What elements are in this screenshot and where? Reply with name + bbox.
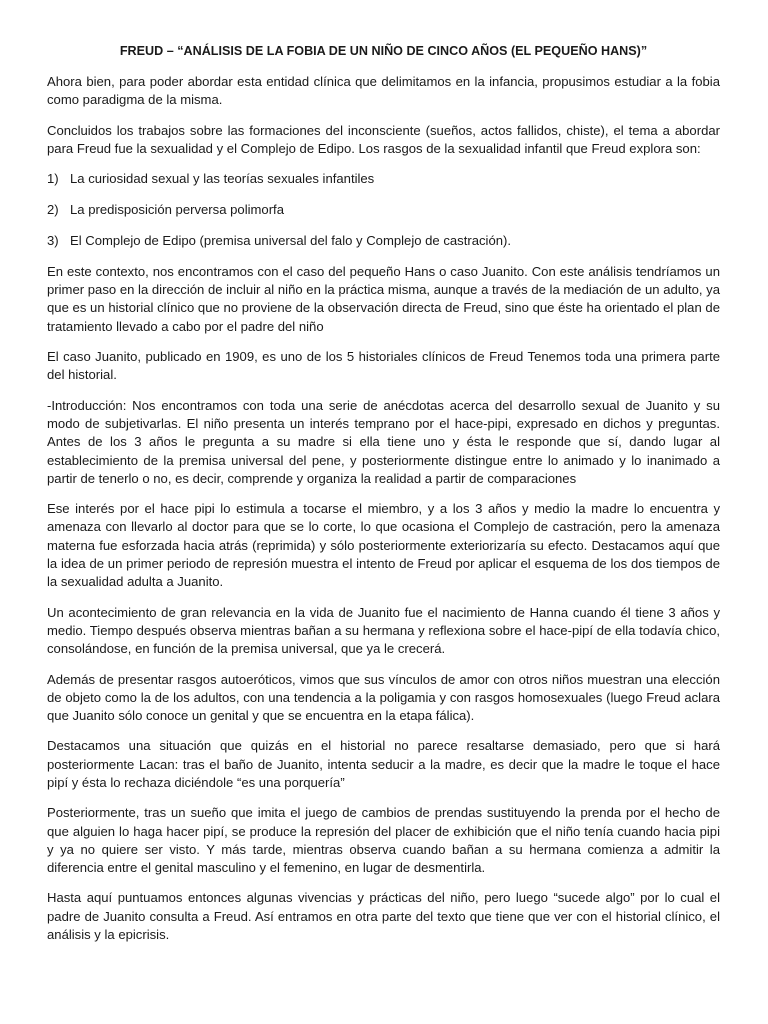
list-number: 1) [47, 171, 59, 187]
document-title: FREUD – “ANÁLISIS DE LA FOBIA DE UN NIÑO DE CINCO AÑOS (EL PEQUEÑO HANS)” [119, 44, 648, 58]
list-text: La curiosidad sexual y las teorías sexuales infantiles [70, 171, 375, 187]
paragraph: Posteriormente, tras un sueño que imita el juego de cambios de prendas sustituyendo la prenda por el hecho de que alguien lo haga hacer pipí, se produce la represión del placer de exhibición que el niño tenía cuando hacia pipi y ya no quiere ser visto. Y más tarde, mientras observa cuando bañan a su hermana comienza a admitir la diferencia entre el genital masculino y el femenino, en lugar de desmentirla. [47, 805, 720, 876]
list-item [47, 232, 720, 250]
list-number: 2) [47, 202, 59, 218]
list-item [47, 201, 720, 219]
paragraph: Destacamos una situación que quizás en el historial no parece resaltarse demasiado, pero que si hará posteriormente Lacan: tras el baño de Juanito, intenta seducir a la madre, es decir que la madre le toque el hace pipí y ésta lo rechaza diciéndole “es una porquería” [47, 738, 720, 790]
paragraph: -Introducción: Nos encontramos con toda una serie de anécdotas acerca del desarrollo sexual de Juanito y su modo de subjetivarlas. El niño presenta un interés temprano por el hace-pipi, expresado en dichos y preguntas. Antes de los 3 años le pregunta a su madre si ella tiene uno y ésta le responde que sí, dando lugar al establecimiento de la premisa universal del pene, y posteriormente distingue entre lo animado y lo inanimado a partir de tenerlo o no, es decir, comprende y organiza la realidad a partir de comparaciones [47, 397, 720, 486]
document-page [47, 42, 720, 956]
list-text: El Complejo de Edipo (premisa universal del falo y Complejo de castración). [70, 232, 512, 248]
list-item [47, 170, 720, 188]
paragraph: Concluidos los trabajos sobre las formaciones del inconsciente (sueños, actos fallidos, chiste), el tema a abordar para Freud fue la sexualidad y el Complejo de Edipo. Los rasgos de la sexualidad infantil que Freud explora son: [47, 122, 720, 156]
paragraph: Hasta aquí puntuamos entonces algunas vivencias y prácticas del niño, pero luego “sucede algo” por lo cual el padre de Juanito consulta a Freud. Así entramos en otra parte del texto que tiene que ver con el historial clínico, el análisis y la epicrisis. [47, 890, 720, 943]
paragraph: Ahora bien, para poder abordar esta entidad clínica que delimitamos en la infancia, propusimos estudiar a la fobia como paradigma de la misma. [47, 74, 720, 108]
paragraph: El caso Juanito, publicado en 1909, es uno de los 5 historiales clínicos de Freud Tenemos toda una primera parte del historial. [47, 349, 720, 383]
list-number: 3) [47, 232, 59, 248]
paragraph: Un acontecimiento de gran relevancia en la vida de Juanito fue el nacimiento de Hanna cuando él tiene 3 años y medio. Tiempo después observa mientras bañan a su hermana y reflexiona sobre el hace-pipí de ella todavía chico, consolándose, en función de la premisa universal, que ya le crecerá. [47, 604, 720, 657]
paragraph: En este contexto, nos encontramos con el caso del pequeño Hans o caso Juanito. Con este análisis tendríamos un primer paso en la dirección de incluir al niño en la práctica misma, aunque a través de la mediación de un adulto, ya que es un historial clínico que no proviene de la observación directa de Freud, sino que éste ha orientado el plan de tratamiento llevado a cabo por el padre del niño [47, 263, 720, 334]
paragraph: Ese interés por el hace pipi lo estimula a tocarse el miembro, y a los 3 años y medio la madre lo encuentra y amenaza con llevarlo al doctor para que se lo corte, lo que ocasiona el Complejo de castración, pero la amenaza materna fue esforzada hacia atrás (reprimida) y sólo posteriormente exteriorizaría su efecto. Destacamos aquí que la idea de un primer periodo de represión muestra el intento de Freud por aplicar el esquema de los dos tiempos de la sexualidad adulta a Juanito. [47, 501, 720, 590]
list-text: La predisposición perversa polimorfa [70, 202, 284, 218]
paragraph: Además de presentar rasgos autoeróticos, vimos que sus vínculos de amor con otros niños muestran una elección de objeto como la de los adultos, con una tendencia a la poligamia y con rasgos homosexuales (luego Freud aclara que Juanito sólo conoce un genital y que se encuentra en la etapa fálica). [47, 671, 720, 724]
